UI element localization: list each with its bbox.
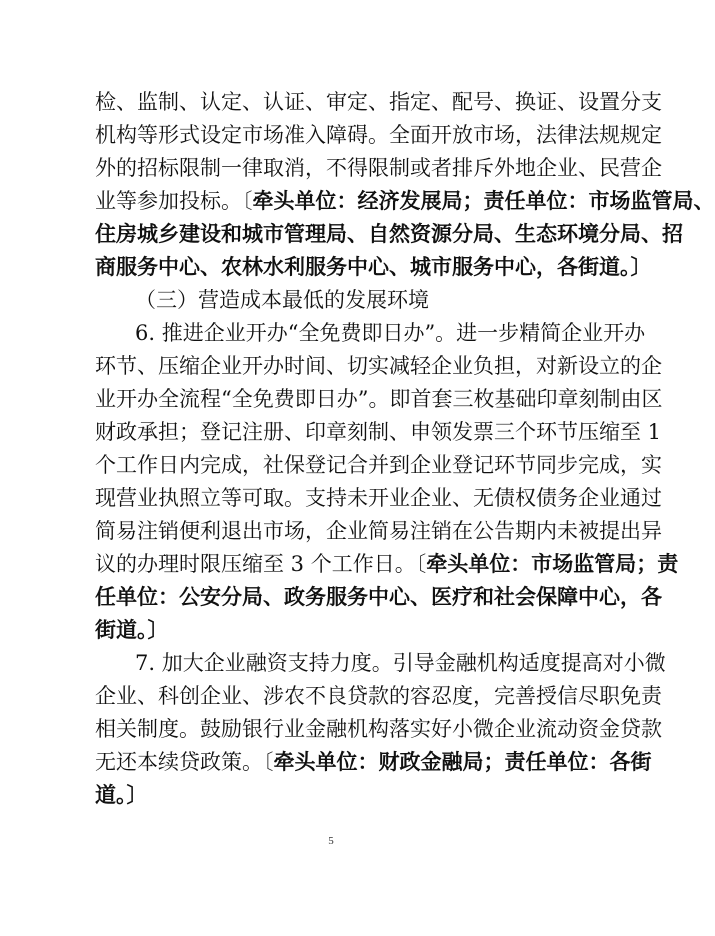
text-line	[95, 614, 587, 647]
paragraph-text: 个工作日内完成，社保登记合并到企业登记环节同步完成，实	[95, 453, 662, 477]
paragraph-text: 7. 加大企业融资支持力度。引导金融机构适度提高对小微	[135, 651, 666, 675]
responsible-units-text: 任单位：公安分局、政务服务中心、医疗和社会保障中心，各	[95, 585, 662, 609]
text-line	[95, 713, 662, 746]
paragraph-text: 业等参加投标。〔	[95, 189, 253, 213]
responsible-units-text: 道。〕	[95, 783, 148, 807]
paragraph-text: 企业、科创企业、涉农不良贷款的容忍度，完善授信尽职免责	[95, 684, 662, 708]
paragraph-text: 财政承担；登记注册、印章刻制、申领发票三个环节压缩至 1	[95, 420, 662, 444]
text-line	[95, 482, 662, 515]
text-line	[95, 779, 587, 812]
text-line	[95, 218, 683, 251]
text-line	[95, 515, 662, 548]
text-line	[95, 416, 662, 449]
page-number: 5	[328, 835, 334, 847]
paragraph-text: 机构等形式设定市场准入障碍。全面开放市场，法律法规规定	[95, 123, 662, 147]
text-line	[95, 152, 662, 185]
paragraph-text: 6. 推进企业开办“全免费即日办”。进一步精简企业开办	[135, 321, 646, 345]
text-line	[95, 350, 662, 383]
paragraph-text: 外的招标限制一律取消，不得限制或者排斥外地企业、民营企	[95, 156, 662, 180]
responsible-units-text: 商服务中心、农林水利服务中心、城市服务中心，各街道。〕	[95, 255, 652, 279]
text-line	[95, 548, 679, 581]
text-line	[135, 317, 646, 350]
text-line	[95, 86, 662, 119]
responsible-units-text: 牵头单位：财政金融局；责任单位：各街	[273, 750, 652, 774]
responsible-units-text: 街道。〕	[95, 618, 169, 642]
responsible-units-text: 牵头单位：经济发展局；责任单位：市场监管局、	[252, 189, 715, 213]
text-line	[95, 581, 662, 614]
text-line	[135, 647, 666, 680]
paragraph-text: 议的办理时限压缩至 3 个工作日。〔	[95, 552, 427, 576]
text-line	[95, 185, 715, 218]
responsible-units-text: 牵头单位：市场监管局；责	[426, 552, 679, 576]
responsible-units-text: 住房城乡建设和城市管理局、自然资源分局、生态环境分局、招	[95, 222, 683, 246]
text-line	[95, 449, 662, 482]
paragraph-text: 无还本续贷政策。〔	[95, 750, 274, 774]
text-line	[135, 284, 587, 317]
text-line	[95, 746, 652, 779]
paragraph-text: 检、监制、认定、认证、审定、指定、配号、换证、设置分支	[95, 90, 662, 114]
paragraph-text: 简易注销便利退出市场，企业简易注销在公告期内未被提出异	[95, 519, 662, 543]
text-line	[95, 383, 663, 416]
paragraph-text: （三）营造成本最低的发展环境	[135, 288, 429, 312]
paragraph-text: 现营业执照立等可取。支持未开业企业、无债权债务企业通过	[95, 486, 662, 510]
paragraph-text: 业开办全流程“全免费即日办”。即首套三枚基础印章刻制由区	[95, 387, 663, 411]
paragraph-text: 环节、压缩企业开办时间、切实减轻企业负担，对新设立的企	[95, 354, 662, 378]
text-line	[95, 119, 662, 152]
text-line	[95, 251, 652, 284]
text-line	[95, 680, 662, 713]
paragraph-text: 相关制度。鼓励银行业金融机构落实好小微企业流动资金贷款	[95, 717, 662, 741]
